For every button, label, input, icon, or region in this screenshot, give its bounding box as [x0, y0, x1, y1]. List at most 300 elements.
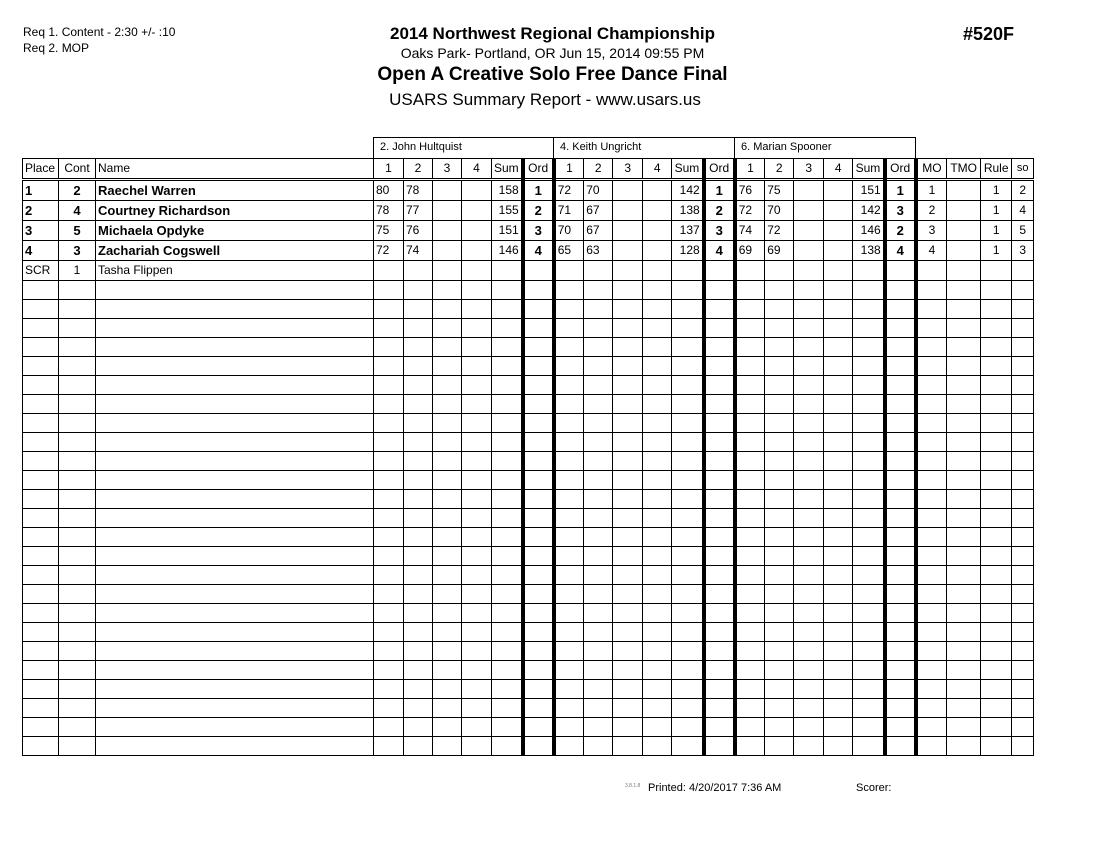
mo-cell	[916, 452, 947, 471]
tmo-cell	[947, 585, 981, 604]
cont-cell	[59, 490, 96, 509]
table-row	[23, 680, 1034, 699]
sum-cell: 137	[672, 221, 704, 241]
place-cell: 2	[23, 201, 59, 221]
score-cell	[824, 547, 853, 566]
judge-header-2: 4. Keith Ungricht	[553, 137, 735, 158]
so-cell	[1012, 338, 1034, 357]
rule-cell	[981, 395, 1012, 414]
score-cell	[735, 547, 765, 566]
place-cell	[23, 604, 59, 623]
name-cell: Zachariah Cogswell	[96, 241, 374, 261]
score-cell	[584, 509, 613, 528]
score-cell	[584, 604, 613, 623]
score-cell	[433, 201, 462, 221]
table-row	[23, 566, 1034, 585]
score-cell	[554, 452, 584, 471]
cont-cell: 3	[59, 241, 96, 261]
score-cell	[643, 201, 672, 221]
score-cell: 72	[765, 221, 794, 241]
score-cell	[824, 585, 853, 604]
score-cell	[613, 661, 643, 680]
ord-cell	[523, 395, 554, 414]
so-cell	[1012, 357, 1034, 376]
score-cell	[404, 718, 433, 737]
score-cell	[794, 338, 824, 357]
score-cell	[824, 338, 853, 357]
score-cell	[735, 357, 765, 376]
rule-cell: 1	[981, 241, 1012, 261]
tmo-cell	[947, 281, 981, 300]
cont-cell	[59, 699, 96, 718]
table-row	[23, 180, 1034, 201]
score-cell	[433, 281, 462, 300]
so-cell	[1012, 528, 1034, 547]
table-row	[23, 471, 1034, 490]
tmo-cell	[947, 433, 981, 452]
so-cell	[1012, 547, 1034, 566]
score-cell	[433, 300, 462, 319]
score-cell	[735, 395, 765, 414]
score-cell	[735, 604, 765, 623]
cont-cell	[59, 680, 96, 699]
ord-cell	[704, 376, 735, 395]
score-cell	[462, 509, 492, 528]
score-cell	[765, 604, 794, 623]
tmo-cell	[947, 395, 981, 414]
score-cell	[613, 433, 643, 452]
table-row	[23, 414, 1034, 433]
table-row	[23, 433, 1034, 452]
rule-cell	[981, 718, 1012, 737]
score-cell	[404, 699, 433, 718]
ord-cell	[885, 376, 916, 395]
sum-cell	[853, 642, 885, 661]
col-header-j3-s3: 3	[794, 159, 824, 180]
cont-cell	[59, 433, 96, 452]
mo-cell	[916, 528, 947, 547]
score-cell: 76	[735, 180, 765, 201]
score-cell	[584, 261, 613, 281]
sum-cell	[672, 338, 704, 357]
score-cell	[433, 490, 462, 509]
score-cell	[643, 261, 672, 281]
ord-cell	[704, 452, 735, 471]
sum-cell	[672, 395, 704, 414]
score-cell	[643, 471, 672, 490]
ord-cell	[704, 300, 735, 319]
score-cell	[765, 623, 794, 642]
rule-cell	[981, 680, 1012, 699]
place-cell	[23, 338, 59, 357]
cont-cell	[59, 376, 96, 395]
tmo-cell	[947, 604, 981, 623]
sum-cell	[672, 376, 704, 395]
sum-cell	[672, 566, 704, 585]
sum-cell	[853, 509, 885, 528]
cont-cell	[59, 737, 96, 756]
score-cell: 72	[554, 180, 584, 201]
score-cell	[765, 395, 794, 414]
name-cell: Tasha Flippen	[96, 261, 374, 281]
mo-cell	[916, 737, 947, 756]
ord-cell	[885, 566, 916, 585]
score-cell	[765, 509, 794, 528]
sum-cell: 158	[492, 180, 523, 201]
score-cell	[462, 718, 492, 737]
col-header-j1-sum: Sum	[492, 159, 523, 180]
ord-cell	[885, 718, 916, 737]
ord-cell	[704, 281, 735, 300]
score-cell	[584, 414, 613, 433]
ord-cell	[704, 680, 735, 699]
mo-cell	[916, 566, 947, 585]
score-cell	[374, 471, 404, 490]
ord-cell	[704, 623, 735, 642]
ord-cell	[704, 547, 735, 566]
score-cell	[643, 338, 672, 357]
scorer-label: Scorer:	[856, 782, 892, 794]
score-cell	[404, 471, 433, 490]
score-cell	[462, 585, 492, 604]
sum-cell	[492, 281, 523, 300]
score-cell: 72	[735, 201, 765, 221]
score-cell	[584, 547, 613, 566]
so-cell	[1012, 509, 1034, 528]
score-cell: 72	[374, 241, 404, 261]
table-row	[23, 221, 1034, 241]
score-cell	[404, 528, 433, 547]
name-cell	[96, 680, 374, 699]
score-cell	[613, 357, 643, 376]
score-cell	[794, 241, 824, 261]
place-cell	[23, 623, 59, 642]
so-cell	[1012, 281, 1034, 300]
so-cell: 5	[1012, 221, 1034, 241]
col-header-j3-s1: 1	[735, 159, 765, 180]
sum-cell	[672, 471, 704, 490]
col-header-place: Place	[23, 159, 59, 180]
rule-cell	[981, 319, 1012, 338]
score-cell	[554, 433, 584, 452]
sum-cell: 146	[492, 241, 523, 261]
score-cell	[643, 737, 672, 756]
place-cell	[23, 281, 59, 300]
name-cell	[96, 661, 374, 680]
ord-cell	[704, 737, 735, 756]
score-cell	[374, 604, 404, 623]
place-cell	[23, 566, 59, 585]
score-cell	[433, 452, 462, 471]
mo-cell	[916, 357, 947, 376]
score-cell	[433, 221, 462, 241]
table-row	[23, 604, 1034, 623]
sum-cell	[492, 623, 523, 642]
ord-cell	[704, 585, 735, 604]
tmo-cell	[947, 221, 981, 241]
score-cell	[643, 376, 672, 395]
ord-cell	[704, 642, 735, 661]
score-cell	[613, 261, 643, 281]
ord-cell	[523, 433, 554, 452]
score-cell	[404, 376, 433, 395]
score-cell	[462, 623, 492, 642]
score-cell	[824, 737, 853, 756]
judge-header-3: 6. Marian Spooner	[734, 137, 916, 158]
col-header-j2-s3: 3	[613, 159, 643, 180]
score-cell	[735, 585, 765, 604]
tmo-cell	[947, 490, 981, 509]
name-cell	[96, 642, 374, 661]
ord-cell	[704, 338, 735, 357]
rule-cell	[981, 300, 1012, 319]
score-cell	[765, 471, 794, 490]
cont-cell	[59, 471, 96, 490]
score-cell	[613, 737, 643, 756]
score-cell	[404, 281, 433, 300]
score-cell	[613, 338, 643, 357]
score-cell	[765, 528, 794, 547]
score-cell	[794, 357, 824, 376]
score-cell	[554, 261, 584, 281]
score-cell	[735, 699, 765, 718]
score-cell	[404, 414, 433, 433]
score-cell	[735, 338, 765, 357]
ord-cell: 3	[523, 221, 554, 241]
tmo-cell	[947, 547, 981, 566]
score-cell	[735, 623, 765, 642]
score-cell	[613, 528, 643, 547]
score-cell	[794, 180, 824, 201]
sum-cell	[853, 528, 885, 547]
ord-cell	[523, 547, 554, 566]
sum-cell	[853, 261, 885, 281]
score-cell	[404, 737, 433, 756]
place-cell	[23, 433, 59, 452]
sum-cell	[853, 395, 885, 414]
score-cell	[374, 699, 404, 718]
ord-cell	[704, 357, 735, 376]
score-cell	[824, 680, 853, 699]
col-header-j2-s2: 2	[584, 159, 613, 180]
name-cell	[96, 281, 374, 300]
score-cell	[433, 376, 462, 395]
ord-cell	[523, 699, 554, 718]
score-cell	[643, 319, 672, 338]
so-cell	[1012, 661, 1034, 680]
score-cell: 78	[404, 180, 433, 201]
ord-cell	[523, 604, 554, 623]
sum-cell	[672, 281, 704, 300]
rule-cell	[981, 509, 1012, 528]
score-cell: 75	[765, 180, 794, 201]
ord-cell	[885, 319, 916, 338]
score-cell: 78	[374, 201, 404, 221]
score-cell	[374, 395, 404, 414]
table-row	[23, 395, 1034, 414]
name-cell	[96, 300, 374, 319]
score-cell	[794, 319, 824, 338]
rule-cell	[981, 642, 1012, 661]
col-header-j2-s4: 4	[643, 159, 672, 180]
score-cell	[584, 471, 613, 490]
so-cell: 2	[1012, 180, 1034, 201]
ord-cell	[704, 261, 735, 281]
score-cell	[462, 604, 492, 623]
place-cell	[23, 699, 59, 718]
mo-cell	[916, 319, 947, 338]
score-cell	[462, 452, 492, 471]
score-cell	[404, 395, 433, 414]
sum-cell	[492, 395, 523, 414]
col-header-j1-s3: 3	[433, 159, 462, 180]
ord-cell	[523, 414, 554, 433]
so-cell	[1012, 642, 1034, 661]
score-cell	[433, 547, 462, 566]
score-cell	[824, 718, 853, 737]
ord-cell	[885, 300, 916, 319]
tmo-cell	[947, 241, 981, 261]
score-cell	[735, 680, 765, 699]
sum-cell	[672, 623, 704, 642]
table-row	[23, 338, 1034, 357]
score-cell	[824, 661, 853, 680]
score-cell	[824, 471, 853, 490]
score-cell	[554, 604, 584, 623]
col-header-j3-s2: 2	[765, 159, 794, 180]
score-cell	[404, 604, 433, 623]
sum-cell	[672, 414, 704, 433]
score-cell	[824, 433, 853, 452]
version-label: 3.8.1.8	[625, 783, 641, 789]
score-cell	[584, 623, 613, 642]
table-row	[23, 201, 1034, 221]
ord-cell	[704, 661, 735, 680]
score-cell	[643, 718, 672, 737]
score-cell	[643, 699, 672, 718]
table-row	[23, 241, 1034, 261]
score-cell	[433, 642, 462, 661]
score-cell	[374, 547, 404, 566]
mo-cell	[916, 585, 947, 604]
sum-cell	[672, 604, 704, 623]
score-cell	[613, 201, 643, 221]
sum-cell	[492, 452, 523, 471]
place-cell	[23, 642, 59, 661]
score-cell	[433, 338, 462, 357]
score-cell	[765, 319, 794, 338]
rule-cell	[981, 357, 1012, 376]
score-cell	[584, 528, 613, 547]
score-cell	[613, 509, 643, 528]
rule-cell	[981, 547, 1012, 566]
score-cell	[765, 376, 794, 395]
name-cell	[96, 357, 374, 376]
ord-cell: 3	[885, 201, 916, 221]
place-cell	[23, 661, 59, 680]
ord-cell	[523, 281, 554, 300]
score-cell	[462, 319, 492, 338]
cont-cell	[59, 528, 96, 547]
ord-cell	[523, 623, 554, 642]
score-cell	[433, 319, 462, 338]
sum-cell	[492, 699, 523, 718]
score-cell	[613, 642, 643, 661]
tmo-cell	[947, 623, 981, 642]
score-cell	[554, 547, 584, 566]
sum-cell	[672, 261, 704, 281]
ord-cell	[885, 661, 916, 680]
score-cell	[613, 281, 643, 300]
ord-cell: 3	[704, 221, 735, 241]
score-cell	[554, 661, 584, 680]
rule-cell	[981, 338, 1012, 357]
table-row	[23, 261, 1034, 281]
score-cell	[404, 680, 433, 699]
competition-title: 2014 Northwest Regional Championship	[390, 24, 715, 43]
cont-cell	[59, 718, 96, 737]
so-cell	[1012, 718, 1034, 737]
mo-cell	[916, 699, 947, 718]
rule-cell	[981, 414, 1012, 433]
score-cell	[765, 300, 794, 319]
sum-cell	[492, 604, 523, 623]
score-cell	[462, 201, 492, 221]
score-cell	[794, 528, 824, 547]
name-cell	[96, 509, 374, 528]
ord-cell	[704, 471, 735, 490]
score-cell	[462, 281, 492, 300]
cont-cell	[59, 319, 96, 338]
table-row	[23, 642, 1034, 661]
score-cell	[433, 433, 462, 452]
score-cell	[794, 300, 824, 319]
sum-cell	[492, 680, 523, 699]
score-cell: 80	[374, 180, 404, 201]
score-cell	[824, 261, 853, 281]
so-cell	[1012, 585, 1034, 604]
sum-cell	[492, 718, 523, 737]
score-cell	[433, 623, 462, 642]
mo-cell	[916, 547, 947, 566]
so-cell	[1012, 737, 1034, 756]
mo-cell	[916, 642, 947, 661]
score-cell	[613, 490, 643, 509]
score-cell	[643, 623, 672, 642]
table-row	[23, 528, 1034, 547]
ord-cell	[704, 414, 735, 433]
score-cell	[765, 680, 794, 699]
sum-cell	[853, 452, 885, 471]
score-cell	[554, 319, 584, 338]
score-cell	[765, 281, 794, 300]
score-cell	[794, 281, 824, 300]
score-cell	[554, 357, 584, 376]
sum-cell	[672, 433, 704, 452]
sum-cell	[492, 357, 523, 376]
ord-cell	[704, 566, 735, 585]
score-cell	[433, 471, 462, 490]
ord-cell	[704, 528, 735, 547]
score-cell	[584, 661, 613, 680]
ord-cell	[704, 509, 735, 528]
score-cell	[433, 566, 462, 585]
rule-cell	[981, 604, 1012, 623]
so-cell	[1012, 680, 1034, 699]
so-cell	[1012, 623, 1034, 642]
sum-cell: 142	[853, 201, 885, 221]
ord-cell	[523, 471, 554, 490]
